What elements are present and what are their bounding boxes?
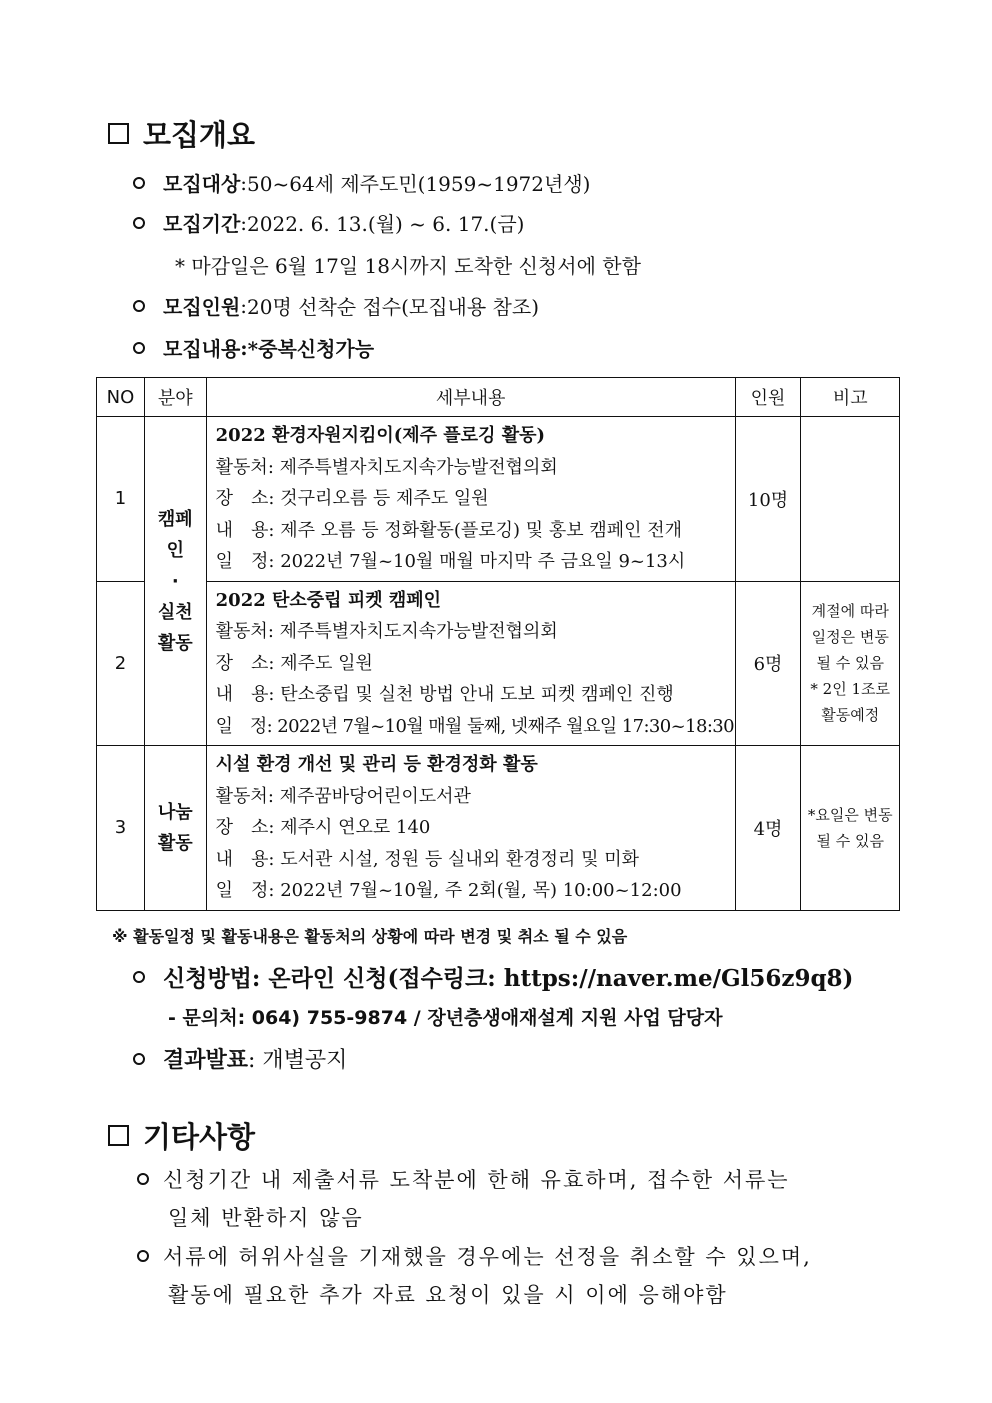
circle-bullet-icon (133, 1053, 145, 1065)
item-value: 2022. 6. 13.(월) ~ 6. 17.(금) (247, 212, 525, 236)
table-row (97, 581, 900, 746)
field-line: 나눔 (157, 801, 193, 823)
table-row (97, 746, 900, 911)
detail-title: 2022 탄소중립 피켓 캠페인 (215, 589, 442, 611)
note-line: 될 수 있음 (816, 831, 884, 850)
row-detail (206, 417, 735, 582)
detail-title: 시설 환경 개선 및 관리 등 환경정화 활동 (215, 754, 538, 775)
item-label: 모집대상 (163, 172, 241, 196)
field-line: 활동 (157, 632, 193, 654)
field-line: · (171, 570, 179, 592)
header-detail: 세부내용 (206, 378, 735, 417)
recruit-target (133, 168, 590, 197)
row-detail (206, 581, 735, 746)
circle-bullet-icon (133, 300, 145, 312)
row-field (144, 746, 206, 911)
detail-line: 장 소: 것구리오름 등 제주도 일원 (215, 488, 489, 509)
field-line: 인 (166, 539, 184, 561)
detail-line: 내 용: 도서관 시설, 정원 등 실내외 환경정리 및 미화 (215, 848, 639, 870)
detail-line: 일 정: 2022년 7월~10월 매월 둘째, 넷째주 월요일 17:30~18:30 (215, 715, 734, 737)
row-count: 4명 (735, 746, 801, 911)
etc-item-line: 서류에 허위사실을 기재했을 경우에는 선정을 취소할 수 있으며, (163, 1245, 812, 1269)
section-title-text: 모집개요 (143, 118, 256, 152)
etc-item-line: 신청기간 내 제출서류 도착분에 한해 유효하며, 접수한 서류는 (163, 1168, 790, 1192)
row-number: 1 (97, 417, 145, 582)
etc-item-1 (137, 1164, 790, 1194)
row-count: 6명 (735, 581, 801, 746)
detail-title: 2022 환경자원지킴이(제주 플로깅 활동) (215, 425, 546, 446)
row-note (801, 581, 900, 746)
item-label: 모집기간 (163, 212, 241, 236)
deadline-note-text: * 마감일은 6월 17일 18시까지 도착한 신청서에 한함 (175, 254, 641, 278)
note-line: 될 수 있음 (816, 654, 884, 673)
detail-line: 장 소: 제주시 연오로 140 (215, 817, 431, 838)
header-count: 인원 (735, 378, 801, 417)
row-note (801, 417, 900, 582)
recruit-content (133, 333, 374, 362)
field-line: 활동 (157, 832, 193, 854)
circle-bullet-icon (133, 217, 145, 229)
table-header-row (97, 378, 900, 417)
detail-line: 내 용: 탄소중립 및 실천 방법 안내 도보 피켓 캠페인 진행 (215, 684, 674, 705)
field-line: 캠페 (157, 508, 193, 530)
schedule-warning: ※ 활동일정 및 활동내용은 활동처의 상황에 따라 변경 및 취소 될 수 있음 (112, 927, 628, 946)
apply-method (133, 960, 853, 993)
apply-value: : 온라인 신청(접수링크: https://naver.me/Gl56z9q8) (251, 965, 854, 992)
item-label: 모집인원 (163, 295, 241, 319)
contact-info: - 문의처: 064) 755-9874 / 장년층생애재설계 지원 사업 담당자 (168, 1007, 723, 1029)
item-value: 50~64세 제주도민(1959~1972년생) (247, 172, 591, 196)
detail-line: 내 용: 제주 오름 등 정화활동(플로깅) 및 홍보 캠페인 전개 (215, 519, 683, 541)
note-line: 활동예정 (821, 706, 880, 725)
item-sep: : (240, 210, 248, 235)
etc-item-2 (137, 1241, 812, 1271)
row-detail (206, 746, 735, 911)
item-value: *중복신청가능 (247, 337, 375, 361)
header-field: 분야 (144, 378, 206, 417)
detail-line: 활동처: 제주특별자치도지속가능발전협의회 (215, 621, 558, 642)
note-line: 계절에 따라 (811, 602, 889, 621)
circle-bullet-icon (133, 177, 145, 189)
circle-bullet-icon (133, 971, 145, 983)
row-count: 10명 (735, 417, 801, 582)
circle-bullet-icon (137, 1173, 149, 1185)
detail-line: 활동처: 제주특별자치도지속가능발전협의회 (215, 456, 558, 478)
note-line: * 2인 1조로 (810, 680, 890, 699)
checkbox-square-icon (108, 1125, 129, 1146)
circle-bullet-icon (137, 1250, 149, 1262)
section-title-etc (108, 1115, 255, 1156)
circle-bullet-icon (133, 342, 145, 354)
section-title-overview (108, 113, 255, 154)
result-value: : 개별공지 (248, 1048, 348, 1073)
item-label: 모집내용 (163, 337, 241, 361)
deadline-note (175, 250, 641, 279)
row-number: 2 (97, 581, 145, 746)
detail-line: 장 소: 제주도 일원 (215, 652, 373, 674)
detail-line: 활동처: 제주꿈바당어린이도서관 (215, 785, 471, 807)
row-field (144, 417, 206, 746)
detail-line: 일 정: 2022년 7월~10월 매월 마지막 주 금요일 9~13시 (215, 551, 686, 572)
note-line: *요일은 변동 (807, 805, 893, 824)
item-sep: : (240, 335, 248, 360)
detail-line: 일 정: 2022년 7월~10월, 주 2회(월, 목) 10:00~12:00 (215, 880, 682, 901)
header-no: NO (97, 378, 145, 417)
item-sep: : (240, 293, 248, 318)
table-row (97, 417, 900, 582)
recruit-table (96, 377, 900, 911)
result-label: 결과발표 (163, 1047, 249, 1073)
checkbox-square-icon (108, 123, 129, 144)
item-sep: : (240, 170, 248, 195)
etc-item-line2: 활동에 필요한 추가 자료 요청이 있을 시 이에 응해야함 (168, 1283, 728, 1307)
recruit-count (133, 291, 539, 320)
result-announce (133, 1043, 347, 1074)
field-line: 실천 (157, 601, 193, 623)
row-note (801, 746, 900, 911)
apply-label: 신청방법 (163, 965, 252, 992)
recruit-period (133, 208, 524, 237)
header-note: 비고 (801, 378, 900, 417)
item-value: 20명 선착순 접수(모집내용 참조) (247, 295, 539, 319)
section-title-text: 기타사항 (143, 1120, 256, 1154)
row-number: 3 (97, 746, 145, 911)
etc-item-line2: 일체 반환하지 않음 (168, 1206, 364, 1230)
note-line: 일정은 변동 (811, 628, 889, 647)
